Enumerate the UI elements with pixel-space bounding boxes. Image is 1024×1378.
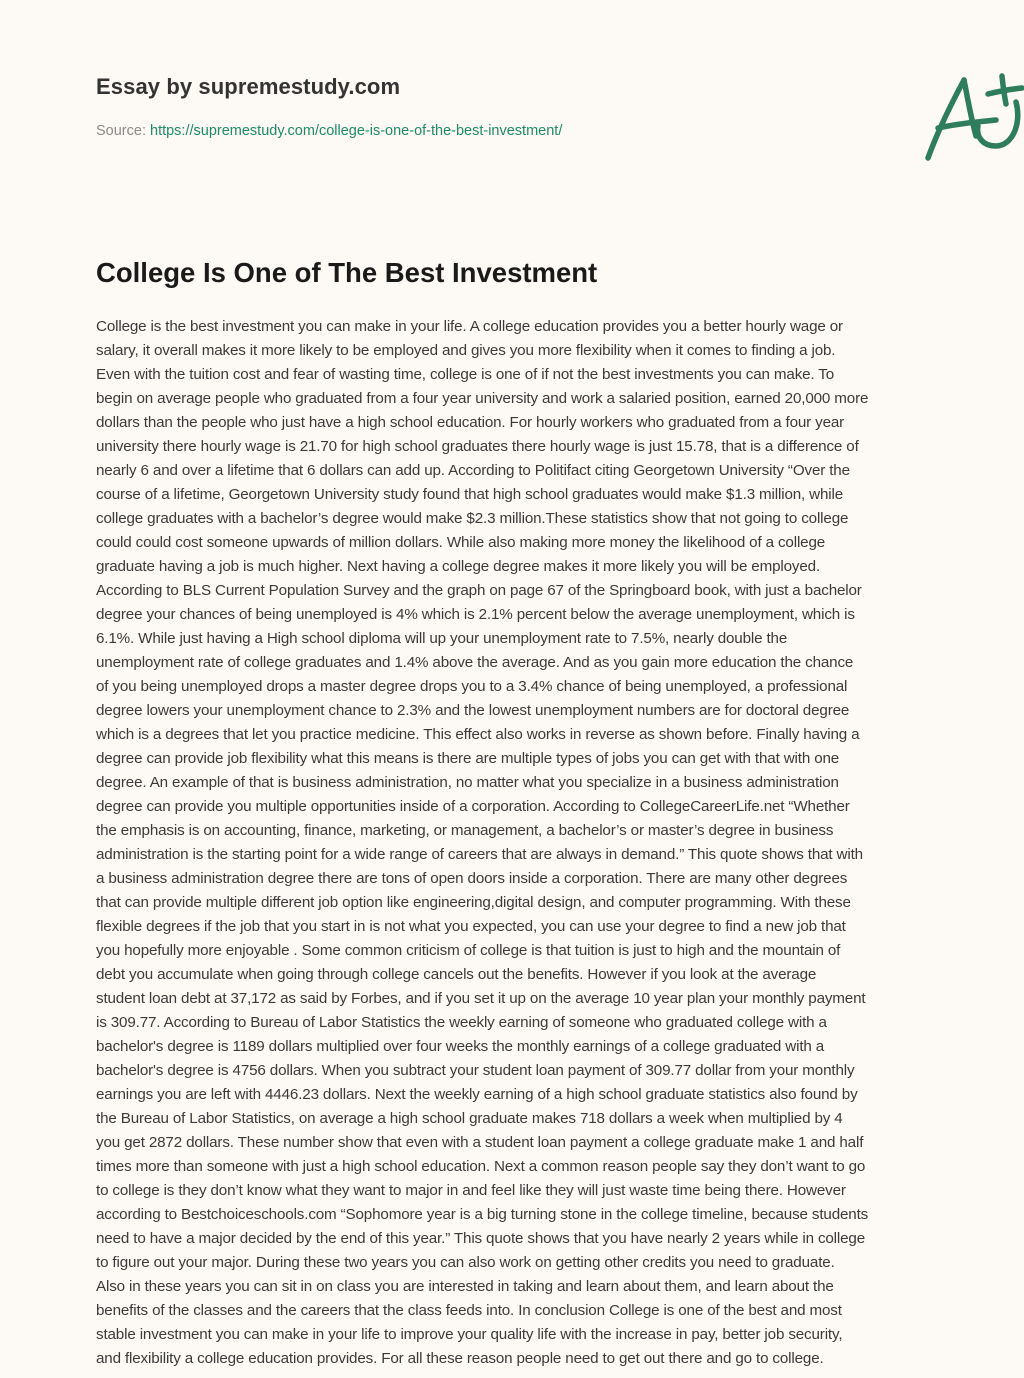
essay-line: unemployment rate of college graduates and 1.4% above the average. And as you gain more education the chance (96, 654, 854, 671)
essay-title: College Is One of The Best Investment (96, 257, 598, 288)
source-label: Source: (96, 123, 150, 139)
essay-body (96, 315, 936, 1371)
essay-line: need to have a major decided by the end of this year.” This quote shows that you have nearly 2 years while in college (96, 1230, 866, 1247)
source-line (96, 123, 562, 139)
essay-line: college graduates with a bachelor’s degree would make $2.3 million.These statistics show that not going to college (96, 510, 849, 527)
essay-line: degree. An example of that is business administration, no matter what you specialize in a business administration (96, 774, 839, 791)
essay-line: debt you accumulate when going through college cancels out the benefits. However if you look at the average (96, 966, 817, 983)
essay-line: 6.1%. While just having a High school diploma will up your unemployment rate to 7.5%, nearly double the (96, 630, 788, 647)
essay-line: nearly 6 and over a lifetime that 6 dollars can add up. According to Politifact citing Georgetown University “Over the (96, 462, 850, 479)
essay-line: College is the best investment you can make in your life. A college education provides you a better hourly wage or (96, 318, 843, 335)
essay-line: benefits of the classes and the careers that the class feeds into. In conclusion College is one of the best and most (96, 1302, 842, 1319)
essay-line: you hopefully more enjoyable . Some common criticism of college is that tuition is just to high and the mountain of (96, 942, 841, 959)
essay-line: of you being unemployed drops a master degree drops you to a 3.4% chance of being unemployed, a professional (96, 678, 848, 695)
essay-line: the Bureau of Labor Statistics, on average a high school graduate makes 718 dollars a week when multiplied by 4 (96, 1110, 843, 1127)
source-link[interactable]: https://supremestudy.com/college-is-one-of-the-best-investment/ (150, 123, 563, 139)
essay-line: administration is the starting point for a wide range of careers that are always in demand.” This quote shows that with (96, 846, 863, 863)
essay-line: could could cost someone upwards of million dollars. While also making more money the likelihood of a college (96, 534, 826, 551)
essay-line: Also in these years you can sit in on class you are interested in taking and learn about them, and learn about the (96, 1278, 834, 1295)
essay-line: the emphasis is on accounting, finance, marketing, or management, a bachelor’s or master’s degree in business (96, 822, 834, 839)
essay-line: a business administration degree there are tons of open doors inside a corporation. There are many other degrees (96, 870, 848, 887)
essay-line: degree can provide you multiple opportunities inside of a corporation. According to CollegeCareerLife.net “Whether (96, 798, 850, 815)
essay-line: dollars than the people who just have a high school education. For hourly workers who graduated from a four year (96, 414, 845, 431)
essay-line: salary, it overall makes it more likely to be employed and gives you more flexibility when it comes to finding a job. (96, 342, 836, 359)
essay-line: university there hourly wage is 21.70 for high school graduates there hourly wage is just 15.78, that is a difference of (96, 438, 859, 455)
essay-line: flexible degrees if the job that you start in is not what you expected, you can use your degree to find a new job that (96, 918, 846, 935)
essay-line: and flexibility a college education provides. For all these reason people need to get out there and go to college. (96, 1350, 824, 1367)
essay-line: to college is they don’t know what they want to major in and feel like they will just waste time being there. However (96, 1182, 846, 1199)
essay-line: bachelor's degree is 1189 dollars multiplied over four weeks the monthly earnings of a college graduated with a (96, 1038, 825, 1055)
essay-line: according to Bestchoiceschools.com “Sophomore year is a big turning stone in the college timeline, because students (96, 1206, 869, 1223)
essay-line: begin on average people who graduated from a four year university and work a salaried position, earned 20,000 more (96, 390, 869, 407)
essay-line: is 309.77. According to Bureau of Labor Statistics the weekly earning of someone who graduated college with a (96, 1014, 827, 1031)
essay-line: which is a degrees that let you practice medicine. This effect also works in reverse as shown before. Finally having a (96, 726, 860, 743)
essay-line: stable investment you can make in your life to improve your quality life with the increase in pay, better job security, (96, 1326, 843, 1343)
site-title: Essay by supremestudy.com (96, 74, 401, 99)
a-plus-grade-icon (916, 66, 1024, 166)
essay-line: student loan debt at 37,172 as said by Forbes, and if you set it up on the average 10 year plan your monthly payment (96, 990, 866, 1007)
essay-line: Even with the tuition cost and fear of wasting time, college is one of if not the best investments you can make. To (96, 366, 835, 383)
essay-line: degree your chances of being unemployed is 4% which is 2.1% percent below the average unemployment, which is (96, 606, 855, 623)
essay-line: earnings you are left with 4446.23 dollars. Next the weekly earning of a high school graduate statistics also found by (96, 1086, 858, 1103)
essay-line: degree lowers your unemployment chance to 2.3% and the lowest unemployment numbers are for doctoral degree (96, 702, 850, 719)
essay-line: graduate having a job is much higher. Next having a college degree makes it more likely you will be employed. (96, 558, 821, 575)
essay-line: you get 2872 dollars. These number show that even with a student loan payment a college graduate make 1 and half (96, 1134, 864, 1151)
essay-line: bachelor's degree is 4756 dollars. When you subtract your student loan payment of 309.77 dollar from your monthly (96, 1062, 855, 1079)
essay-line: degree can provide job flexibility what this means is there are multiple types of jobs you can get with that with one (96, 750, 840, 767)
essay-line: course of a lifetime, Georgetown University study found that high school graduates would make $1.3 million, while (96, 486, 844, 503)
essay-line: that can provide multiple different job option like engineering,digital design, and computer programming. With these (96, 894, 851, 911)
essay-line: times more than someone with just a high school education. Next a common reason people say they don’t want to go (96, 1158, 866, 1175)
essay-line: According to BLS Current Population Survey and the graph on page 67 of the Springboard book, with just a bachelor (96, 582, 862, 599)
essay-line: to figure out your major. During these two years you can also work on getting other credits you need to graduate. (96, 1254, 835, 1271)
